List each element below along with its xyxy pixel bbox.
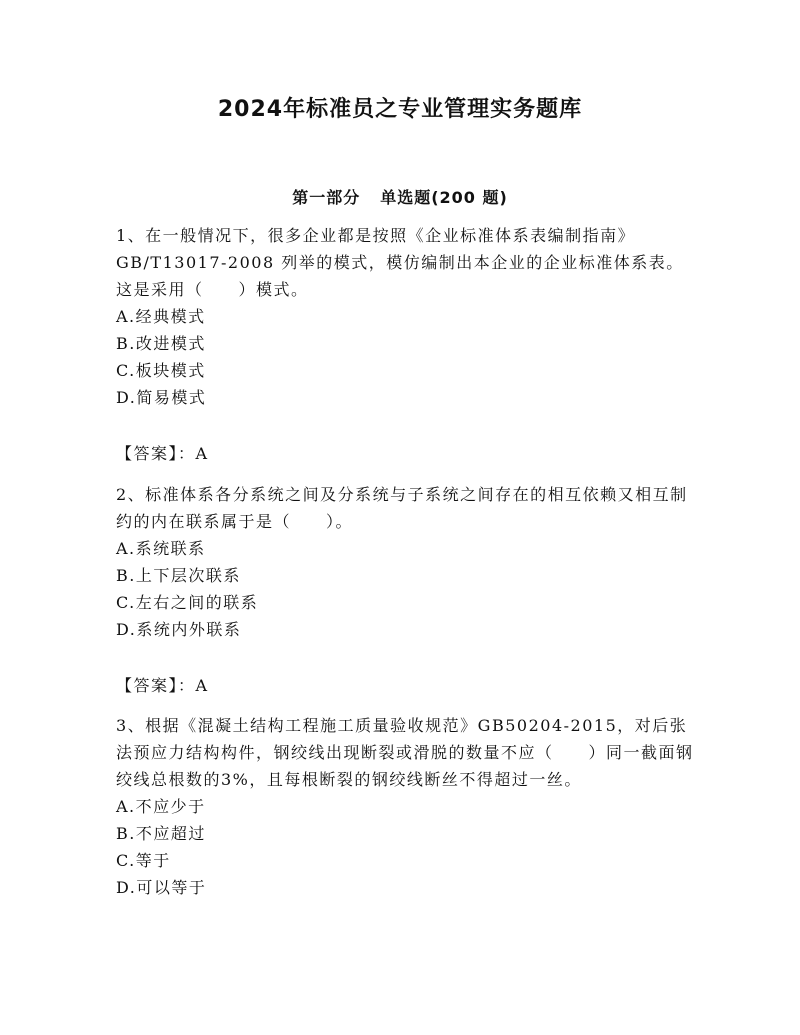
option-d: D.系统内外联系 (116, 620, 242, 639)
option-a: A.经典模式 (116, 307, 206, 326)
question-2 (116, 481, 696, 643)
question-stem: 1、在一般情况下，很多企业都是按照《企业标准体系表编制指南》GB/T13017-2008 列举的模式，模仿编制出本企业的企业标准体系表。这是采用（ ）模式。 (116, 226, 684, 299)
section-title (0, 185, 800, 208)
answer-2: 【答案】：A (116, 676, 209, 695)
option-a: A.不应少于 (116, 797, 206, 816)
answer-1: 【答案】：A (116, 444, 209, 463)
option-c: C.板块模式 (116, 361, 206, 380)
question-stem: 3、根据《混凝土结构工程施工质量验收规范》GB50204-2015，对后张法预应力结构构件，钢绞线出现断裂或滑脱的数量不应（ ）同一截面钢绞线总根数的3%，且每根断裂的钢绞线断丝不得超过一丝。 (116, 716, 694, 789)
document-title: 2024年标准员之专业管理实务题库 (217, 97, 583, 122)
option-d: D.可以等于 (116, 878, 207, 897)
option-a: A.系统联系 (116, 539, 206, 558)
question-1 (116, 222, 696, 411)
question-3 (116, 712, 696, 901)
option-b: B.上下层次联系 (116, 566, 241, 585)
option-d: D.简易模式 (116, 388, 207, 407)
section-part-label: 第一部分 (292, 188, 361, 207)
option-c: C.左右之间的联系 (116, 593, 259, 612)
option-c: C.等于 (116, 851, 171, 870)
section-type-label: 单选题(200 题) (380, 188, 508, 207)
question-stem: 2、标准体系各分系统之间及分系统与子系统之间存在的相互依赖又相互制约的内在联系属于是（ ）。 (116, 485, 688, 531)
option-b: B.改进模式 (116, 334, 206, 353)
option-b: B.不应超过 (116, 824, 206, 843)
